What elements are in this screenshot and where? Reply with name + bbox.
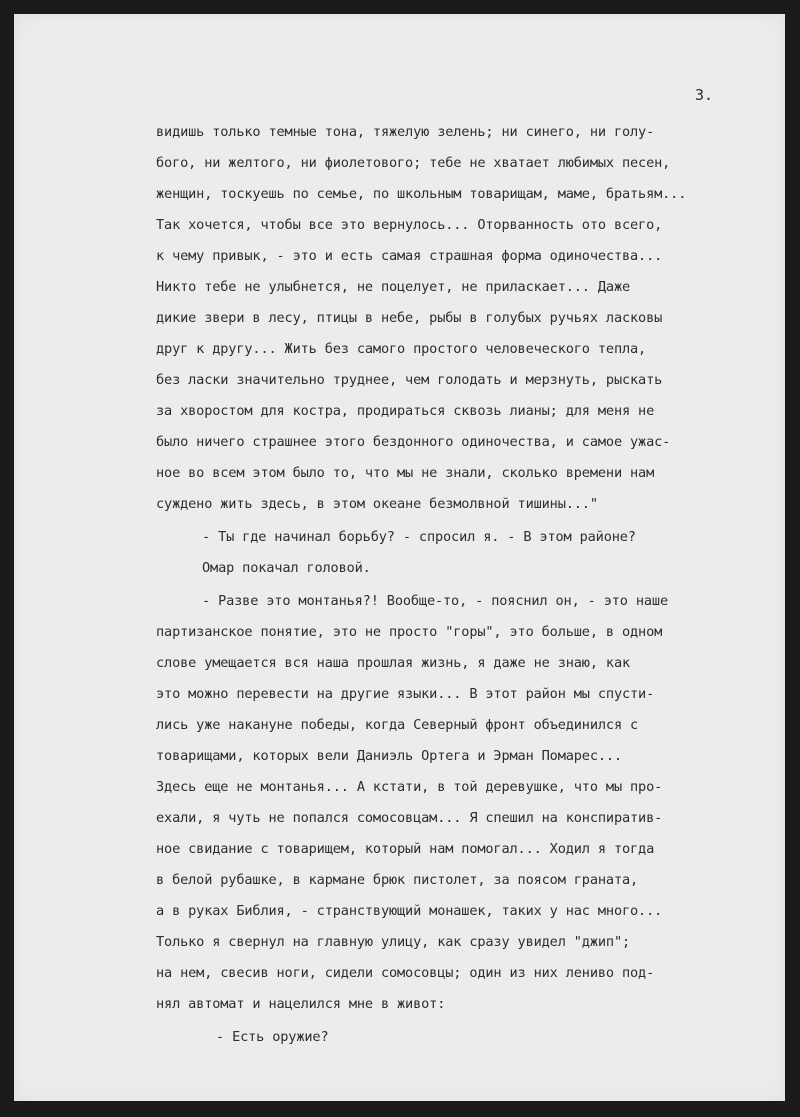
- text-line: в белой рубашке, в кармане брюк пистолет, за поясом граната,: [156, 872, 639, 888]
- text-line: было ничего страшнее этого бездонного одиночества, и самое ужас-: [156, 434, 671, 450]
- text-line: Так хочется, чтобы все это вернулось... Оторванность ото всего,: [156, 217, 663, 233]
- text-line: суждено жить здесь, в этом океане безмолвной тишины...": [156, 496, 598, 512]
- text-line: ехали, я чуть не попался сомосовцам... Я спешил на конспиратив-: [156, 810, 663, 826]
- page-number: 3.: [695, 86, 714, 104]
- text-line: это можно перевести на другие языки... В этот район мы спусти-: [156, 686, 655, 702]
- text-line: лись уже накануне победы, когда Северный фронт объединился с: [156, 717, 639, 733]
- text-line: Здесь еще не монтанья... А кстати, в той деревушке, что мы про-: [156, 779, 663, 795]
- text-line: друг к другу... Жить без самого простого человеческого тепла,: [156, 341, 647, 357]
- text-line: ное во всем этом было то, что мы не знали, сколько времени нам: [156, 465, 655, 481]
- text-line: видишь только темные тона, тяжелую зелень; ни синего, ни голу-: [156, 124, 655, 140]
- text-line: Только я свернул на главную улицу, как сразу увидел "джип";: [156, 934, 631, 950]
- text-line: товарищами, которых вели Даниэль Ортега и Эрман Помарес...: [156, 748, 622, 764]
- text-line: дикие звери в лесу, птицы в небе, рыбы в голубых ручьях ласковы: [156, 310, 663, 326]
- text-line: без ласки значительно труднее, чем голодать и мерзнуть, рыскать: [156, 372, 663, 388]
- text-line: на нем, свесив ноги, сидели сомосовцы; один из них лениво под-: [156, 965, 655, 981]
- text-line: слове умещается вся наша прошлая жизнь, я даже не знаю, как: [156, 655, 631, 671]
- text-line: Омар покачал головой.: [202, 560, 371, 576]
- text-line: за хворостом для костра, продираться сквозь лианы; для меня не: [156, 403, 655, 419]
- text-line: - Ты где начинал борьбу? - спросил я. - В этом районе?: [202, 529, 636, 545]
- text-line: женщин, тоскуешь по семье, по школьным товарищам, маме, братьям...: [156, 186, 687, 202]
- text-line: нял автомат и нацелился мне в живот:: [156, 996, 446, 1012]
- text-line: к чему привык, - это и есть самая страшная форма одиночества...: [156, 248, 663, 264]
- text-line: ное свидание с товарищем, который нам помогал... Ходил я тогда: [156, 841, 655, 857]
- text-line: - Есть оружие?: [216, 1029, 329, 1045]
- text-line: партизанское понятие, это не просто "горы", это больше, в одном: [156, 624, 663, 640]
- text-line: а в руках Библия, - странствующий монашек, таких у нас много...: [156, 903, 663, 919]
- text-line: Никто тебе не улыбнется, не поцелует, не приласкает... Даже: [156, 279, 631, 295]
- text-line: бого, ни желтого, ни фиолетового; тебе не хватает любимых песен,: [156, 155, 671, 171]
- text-line: - Разве это монтанья?! Вообще-то, - пояснил он, - это наше: [202, 593, 668, 609]
